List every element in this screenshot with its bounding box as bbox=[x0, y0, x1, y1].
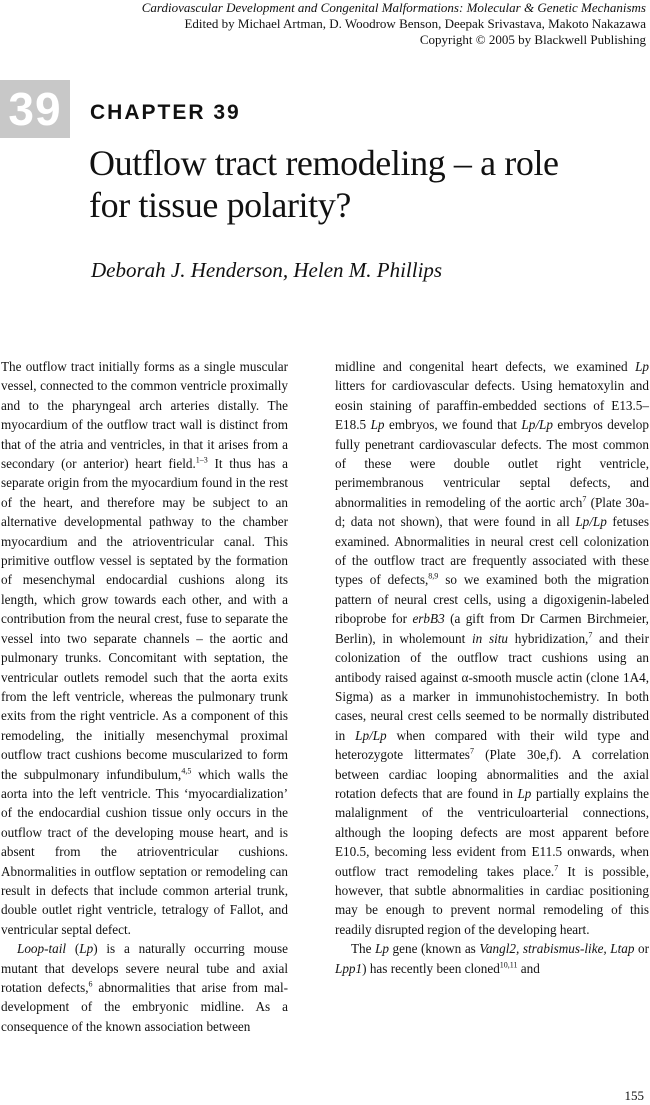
chapter-authors: Deborah J. Henderson, Helen M. Phillips bbox=[91, 258, 443, 282]
italic-term: Vangl2, strabismus-like, Ltap bbox=[479, 941, 635, 957]
citation-ref: 4,5 bbox=[181, 766, 192, 776]
italic-term: Lp/Lp bbox=[521, 417, 553, 433]
text-run: It is possible, however, that subtle abnormalities in cardiac positioning may be enough to prevent normal remodeling of this readily disrupted region of the developing heart. bbox=[335, 863, 649, 937]
text-run: is a naturally occurring mouse mutant that develops severe neural tube and axial rotation defects, bbox=[1, 941, 288, 995]
text-run: embryos, we found that bbox=[384, 417, 522, 433]
paragraph bbox=[1, 357, 288, 939]
italic-term: Lp bbox=[375, 941, 389, 957]
italic-term: Lp bbox=[517, 785, 532, 801]
book-editors: Edited by Michael Artman, D. Woodrow Benson, Deepak Srivastava, Makoto Nakazawa bbox=[184, 16, 646, 31]
italic-term: Lpp1 bbox=[335, 960, 363, 976]
page-number: 155 bbox=[624, 1088, 644, 1103]
text-run: (a gift from Dr Carmen Birchmeier, Berlin), in wholemount bbox=[335, 611, 649, 646]
italic-term: Lp bbox=[79, 941, 94, 957]
citation-ref: 6 bbox=[88, 979, 93, 989]
text-run: ) has recently been cloned bbox=[362, 960, 500, 976]
body-column-left bbox=[1, 357, 288, 1036]
text-run: abnormalities that arise from mal-development of the embryonic midline. As a consequence of the known association between bbox=[1, 980, 289, 1034]
citation-ref: 8,9 bbox=[428, 572, 439, 582]
text-run: hybridization, bbox=[508, 630, 589, 646]
text-run: which walls the aorta into the left ventricle. This ‘myocardialization’ of the endocardial cushion tissue only occurs in the outflow tract of the developing mouse heart, and is absent from the atrioventricular cushions. Abnormalities in outflow septation or remodeling can result in defects that include common arterial trunk, double outlet right ventricle, tetralogy of Fallot, and ventricular septal defect. bbox=[1, 766, 288, 937]
running-header bbox=[6, 0, 646, 48]
citation-ref: 1–3 bbox=[195, 455, 208, 465]
citation-ref: 7 bbox=[582, 494, 587, 504]
italic-term: Lp bbox=[635, 359, 649, 374]
italic-term: erbB3 bbox=[412, 611, 445, 627]
text-run: when compared with their wild type and heterozygote littermates bbox=[335, 727, 650, 763]
text-run: midline and congenital heart defects, we examined bbox=[335, 359, 636, 374]
book-title: Cardiovascular Development and Congenital Malformations: Molecular & Genetic Mechanisms bbox=[141, 0, 646, 15]
body-column-right bbox=[335, 357, 649, 978]
text-run: and bbox=[517, 960, 540, 976]
italic-term: in situ bbox=[471, 630, 509, 646]
text-run: (Plate 30a-d; data not shown), that were found in all bbox=[335, 494, 649, 530]
copyright-line: Copyright © 2005 by Blackwell Publishing bbox=[419, 32, 646, 47]
italic-term: Loop-tail bbox=[17, 941, 67, 957]
text-run: or bbox=[634, 941, 649, 957]
citation-ref: 10,11 bbox=[499, 960, 518, 970]
citation-ref: 7 bbox=[588, 630, 593, 640]
text-run: fetuses examined. Abnormalities in neural crest cell colonization of the outflow tract are frequently associated with these types of defects, bbox=[335, 514, 649, 588]
text-run: The bbox=[351, 941, 376, 957]
paragraph bbox=[335, 939, 649, 978]
citation-ref: 7 bbox=[469, 746, 474, 756]
citation-ref: 7 bbox=[554, 863, 559, 873]
italic-term: Lp/Lp bbox=[575, 514, 607, 530]
text-run: (Plate 30e,f). A correlation between cardiac looping abnormalities and the axial rotation defects that are found in bbox=[335, 747, 649, 801]
paragraph bbox=[335, 357, 649, 939]
text-run: and their colonization of the outflow tract cushions using an antibody raised against α-smooth muscle actin (clone 1A4, Sigma) as a marker in immunohistochemistry. In both cases, neural crest cells seemed to be normally distributed in bbox=[335, 630, 649, 743]
text-run: The outflow tract initially forms as a single muscular vessel, connected to the common ventricle proximally and to the pharyngeal arch arteries distally. The myocardium of the outflow tract wall is distinct from that of the atria and ventricles, in that it arises from a secondary (or anterior) heart field. bbox=[1, 359, 288, 472]
text-run: so we examined both the migration pattern of neural crest cells, using a digoxigenin-labeled riboprobe for bbox=[335, 572, 649, 627]
text-run: gene (known as bbox=[389, 941, 480, 957]
chapter-title bbox=[89, 142, 649, 226]
italic-term: Lp/Lp bbox=[355, 727, 387, 743]
chapter-title-line-1: Outflow tract remodeling – a role bbox=[89, 143, 559, 183]
text-run: partially explains the malalignment of the ventriculoarterial connections, although the looping defects are most apparent before E10.5, becoming less evident from E11.5 onwards, when outflow tract remodeling takes place. bbox=[335, 785, 650, 879]
paragraph: Loop-tail (Lp) is a naturally occurring mouse mutant that develops severe neural tube and axial rotation defects,$^6$ abnormalities that arise from mal-development of the embryonic midline. As a consequence of the known association between bbox=[1, 941, 289, 1034]
chapter-title-line-2: for tissue polarity? bbox=[89, 185, 351, 225]
italic-term: Lp bbox=[370, 417, 385, 433]
text-run: embryos develop fully penetrant cardiovascular defects. The most common of these were double outlet right ventricle, perimembranous ventricular septal defects, and abnormalities in remodeling of the aortic arch bbox=[335, 417, 649, 510]
text-run: litters for cardiovascular defects. Using hematoxylin and eosin staining of paraffin-embedded sections of E13.5–E18.5 bbox=[335, 378, 649, 433]
text-run: It thus has a separate origin from the myocardium found in the rest of the heart, and therefore may be subject to an alternative developmental pathway to the chamber myocardium and the atrioventricular canal. This primitive outflow vessel is septated by the formation of mesenchymal endocardial cushions along its length, which grow towards each other, and with a contribution from the neural crest, fuse to separate the vessel into two separate channels – the aortic and pulmonary trunks. Concomitant with septation, the ventricular outlets remodel such that the aorta exits from the left ventricle, whereas the pulmonary trunk exits from the right ventricle. As a component of this remodeling, the initially mesenchymal proximal outflow tract cushions become muscularized to form the subpulmonary infundibulum, bbox=[1, 456, 288, 782]
chapter-label: CHAPTER 39 bbox=[90, 101, 241, 124]
chapter-number-badge: 39 bbox=[0, 80, 70, 138]
